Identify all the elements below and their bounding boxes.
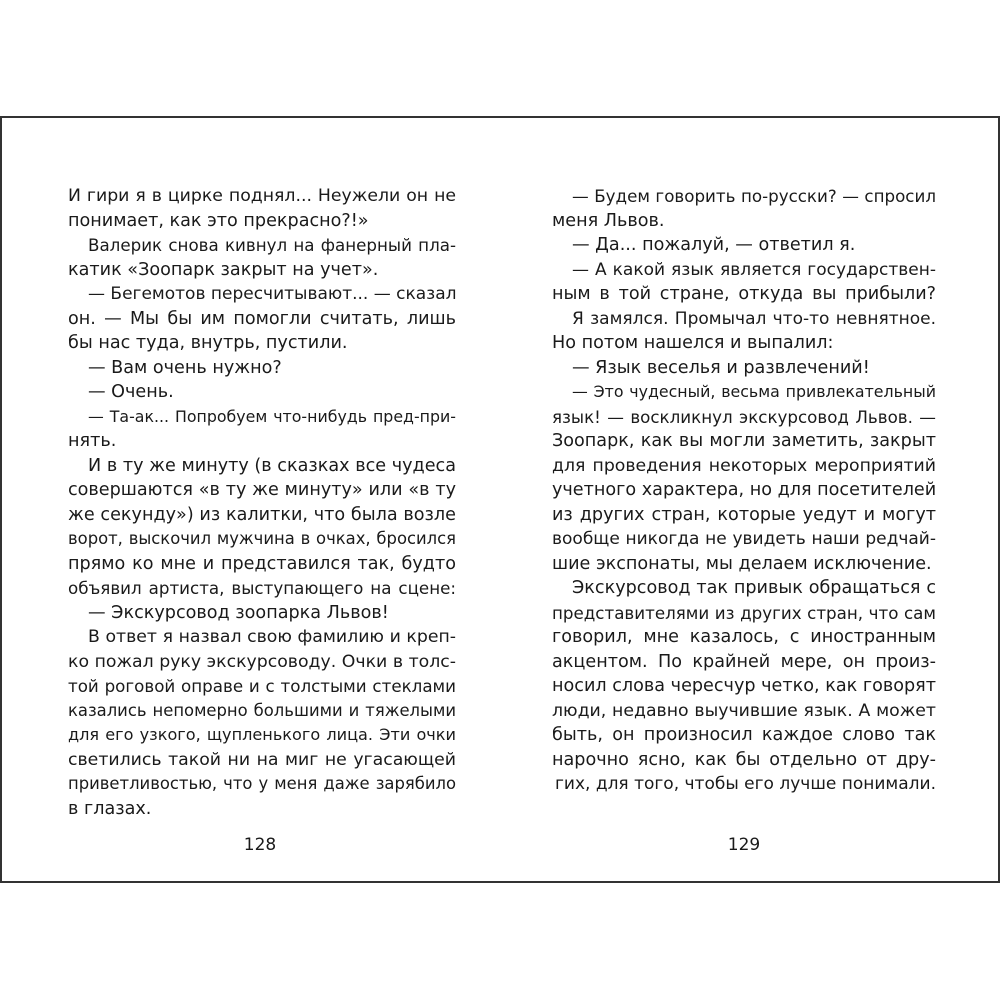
text-line: — Бегемотов пересчитывают... — сказал	[88, 284, 457, 304]
text-line: в глазах.	[68, 798, 152, 819]
book-spread	[0, 116, 1000, 883]
text-line: вообще никогда не увидеть наши редчай-	[552, 529, 936, 549]
text-line: гих, для того, чтобы его лучше понимали.	[554, 774, 936, 794]
text-line: ко пожал руку экскурсоводу. Очки в толс-	[68, 651, 456, 672]
text-line: — Вам очень нужно?	[88, 357, 282, 378]
text-line: И гири я в цирке поднял... Неужели он не	[68, 186, 456, 206]
text-line: нарочно ясно, как бы отдельно от дру-	[552, 749, 936, 770]
text-line: учетного характера, но для посетителей	[552, 480, 937, 500]
text-line: — Это чудесный, весьма привлекательный	[572, 382, 936, 401]
text-line: говорил, мне казалось, с иностранным	[552, 627, 936, 647]
text-line: — Очень.	[88, 382, 174, 402]
text-line: приветливостью, что у меня даже зарябило	[68, 774, 456, 793]
text-line: бы нас туда, внутрь, пустили.	[68, 333, 348, 353]
text-line: Зоопарк, как вы могли заметить, закрыт	[552, 431, 936, 451]
text-line: — Экскурсовод зоопарка Львов!	[88, 602, 389, 623]
text-line: В ответ я назвал свою фамилию и креп-	[88, 627, 456, 647]
page-number-right: 129	[727, 835, 761, 855]
text-line: ным в той стране, откуда вы прибыли?	[552, 284, 936, 304]
text-line: — Язык веселья и развлечений!	[572, 357, 870, 378]
text-line: — Да... пожалуй, — ответил я.	[572, 235, 856, 255]
text-line: светились такой ни на миг не угасающей	[68, 749, 456, 770]
text-line: нять.	[68, 431, 117, 451]
text-line: совершаются «в ту же минуту» или «в ту	[68, 480, 456, 500]
text-line: понимает, как это прекрасно?!»	[68, 210, 369, 231]
text-line: он. — Мы бы им помогли считать, лишь	[68, 308, 456, 329]
text-line: — Будем говорить по-русски? — спросил	[572, 186, 936, 206]
text-line: акцентом. По крайней мере, он произ-	[552, 651, 936, 672]
text-line: объявил артиста, выступающего на сцене:	[68, 578, 456, 598]
text-line: люди, недавно выучившие язык. А может	[552, 700, 936, 721]
text-line: ворот, выскочил мужчина в очках, бросился	[68, 529, 456, 548]
text-line: Я замялся. Промычал что-то невнятное.	[572, 308, 936, 329]
text-line: для его узкого, щупленького лица. Эти очки	[68, 725, 456, 744]
text-line: язык! — воскликнул экскурсовод Львов. —	[552, 406, 936, 427]
text-line: же секунду») из калитки, что была возле	[68, 504, 456, 525]
text-line: шие экспонаты, мы делаем исключение.	[552, 553, 932, 574]
text-line: И в ту же минуту (в сказках все чудеса	[88, 455, 456, 476]
text-line: из других стран, которые уедут и могут	[552, 504, 936, 525]
text-line: носил слова чересчур четко, как говорят	[552, 676, 936, 696]
text-line: прямо ко мне и представился так, будто	[68, 553, 456, 574]
text-line: Но потом нашелся и выпалил:	[552, 333, 834, 353]
text-line: Экскурсовод так привык обращаться с	[572, 578, 936, 598]
text-line: быть, он произносил каждое слово так	[552, 725, 936, 745]
text-line: — Та-ак... Попробуем что-нибудь пред-при-	[88, 406, 456, 426]
text-line: — А какой язык является государствен-	[572, 259, 936, 280]
text-line: для проведения некоторых мероприятий	[552, 455, 936, 476]
text-line: той роговой оправе и с толстыми стеклами	[68, 676, 456, 696]
text-line: представителями из других стран, что сам	[552, 602, 936, 623]
text-line: казались непомерно большими и тяжелыми	[68, 700, 456, 720]
text-line: меня Львов.	[552, 210, 665, 231]
text-line: катик «Зоопарк закрыт на учет».	[68, 259, 379, 280]
text-line: Валерик снова кивнул на фанерный пла-	[88, 235, 456, 255]
page-number-left: 128	[243, 835, 277, 855]
